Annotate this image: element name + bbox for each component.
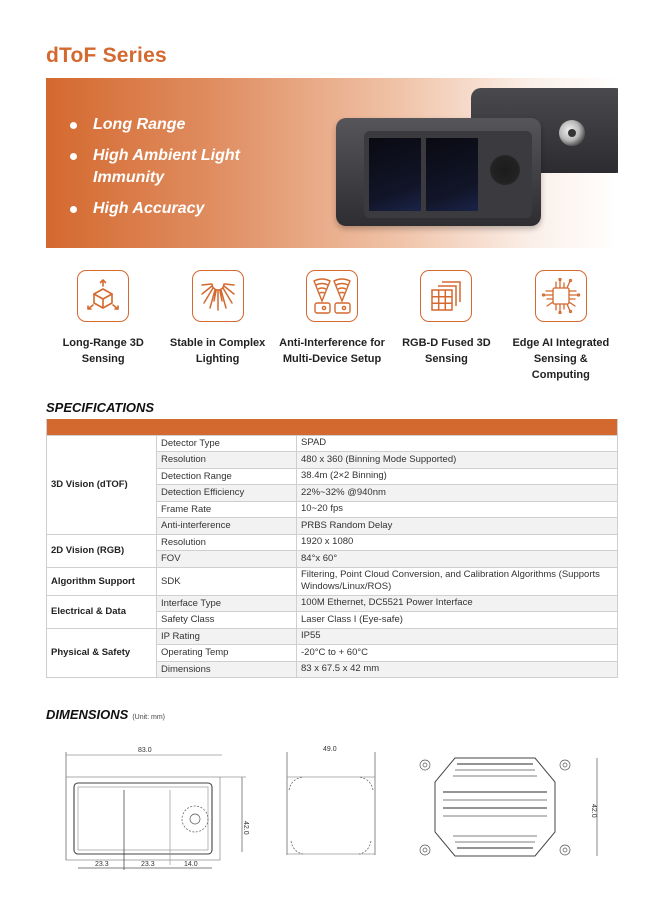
- page-title: dToF Series: [46, 44, 167, 67]
- table-row: [47, 534, 618, 551]
- param-cell: Interface Type: [157, 595, 297, 612]
- dim-width-label: 83.0: [138, 747, 152, 754]
- category-cell: Electrical & Data: [47, 595, 157, 628]
- dual-device-signal-icon: [306, 270, 358, 322]
- dim-segment-label: 23.3: [141, 861, 155, 868]
- feature-row: [46, 270, 618, 383]
- hero-bullet: Long Range: [68, 114, 268, 136]
- value-cell: Laser Class I (Eye-safe): [297, 612, 618, 629]
- param-cell: Resolution: [157, 534, 297, 551]
- feature-item: [46, 270, 160, 383]
- value-cell: 22%~32% @940nm: [297, 485, 618, 502]
- tof-lens: [426, 138, 478, 211]
- value-cell: 100M Ethernet, DC5521 Power Interface: [297, 595, 618, 612]
- sun-rays-icon: [192, 270, 244, 322]
- dim-width-label: 49.0: [323, 746, 337, 753]
- product-image-front: [336, 118, 541, 226]
- feature-label: Stable in Complex Lighting: [169, 337, 266, 365]
- dim-height-label: 42.0: [242, 821, 249, 835]
- dim-segment-label: 23.3: [95, 861, 109, 868]
- feature-item: [504, 270, 618, 383]
- specifications-table: [46, 419, 618, 678]
- hero-bullet-list: [68, 114, 268, 229]
- hero-banner: [46, 78, 618, 248]
- param-cell: Dimensions: [157, 661, 297, 678]
- param-cell: Detector Type: [157, 435, 297, 452]
- chip-icon: [535, 270, 587, 322]
- connector-port-icon: [559, 120, 585, 146]
- value-cell: -20°C to + 60°C: [297, 645, 618, 662]
- front-view-drawing: [62, 735, 252, 875]
- feature-label: Anti-Interference for Multi-Device Setup: [279, 337, 385, 365]
- table-row: [47, 567, 618, 595]
- param-cell: Detection Efficiency: [157, 485, 297, 502]
- layered-grid-icon: [420, 270, 472, 322]
- param-cell: Resolution: [157, 452, 297, 469]
- value-cell: 10~20 fps: [297, 501, 618, 518]
- table-row: [47, 595, 618, 612]
- value-cell: 480 x 360 (Binning Mode Supported): [297, 452, 618, 469]
- value-cell: 38.4m (2×2 Binning): [297, 468, 618, 485]
- feature-item: [275, 270, 389, 383]
- value-cell: 83 x 67.5 x 42 mm: [297, 661, 618, 678]
- dimensions-heading: [46, 707, 165, 722]
- value-cell: Filtering, Point Cloud Conversion, and Calibration Algorithms (Supports Windows/Linux/ROS): [297, 567, 618, 595]
- cube-arrows-icon: [77, 270, 129, 322]
- feature-item: [389, 270, 503, 383]
- dim-height-label: 42.0: [590, 804, 597, 818]
- category-cell: 2D Vision (RGB): [47, 534, 157, 567]
- category-cell: Physical & Safety: [47, 628, 157, 678]
- rgb-camera-icon: [490, 155, 520, 185]
- param-cell: Frame Rate: [157, 501, 297, 518]
- param-cell: Detection Range: [157, 468, 297, 485]
- param-cell: Operating Temp: [157, 645, 297, 662]
- tof-lens: [369, 138, 421, 211]
- dimensions-unit: (Unit: mm): [132, 714, 166, 721]
- param-cell: SDK: [157, 567, 297, 595]
- specifications-heading: SPECIFICATIONS: [46, 400, 155, 415]
- dim-segment-label: 14.0: [184, 861, 198, 868]
- table-header-row: [47, 419, 618, 435]
- hero-bullet: High Ambient Light Immunity: [68, 145, 268, 189]
- feature-label: RGB-D Fused 3D Sensing: [402, 337, 491, 365]
- category-cell: Algorithm Support: [47, 567, 157, 595]
- sensor-bezel: [364, 131, 532, 218]
- feature-item: [160, 270, 274, 383]
- value-cell: SPAD: [297, 435, 618, 452]
- value-cell: IP55: [297, 628, 618, 645]
- feature-label: Long-Range 3D Sensing: [62, 337, 144, 365]
- dimensions-title: DIMENSIONS: [46, 707, 129, 722]
- feature-label: Edge AI Integrated Sensing & Computing: [512, 337, 610, 381]
- param-cell: Safety Class: [157, 612, 297, 629]
- value-cell: 84°x 60°: [297, 551, 618, 568]
- param-cell: IP Rating: [157, 628, 297, 645]
- value-cell: PRBS Random Delay: [297, 518, 618, 535]
- category-cell: 3D Vision (dTOF): [47, 435, 157, 534]
- table-row: [47, 628, 618, 645]
- param-cell: Anti-interference: [157, 518, 297, 535]
- table-row: [47, 435, 618, 452]
- back-view-drawing: [415, 752, 605, 867]
- side-view-drawing: [285, 735, 385, 865]
- hero-bullet: High Accuracy: [68, 198, 268, 220]
- value-cell: 1920 x 1080: [297, 534, 618, 551]
- param-cell: FOV: [157, 551, 297, 568]
